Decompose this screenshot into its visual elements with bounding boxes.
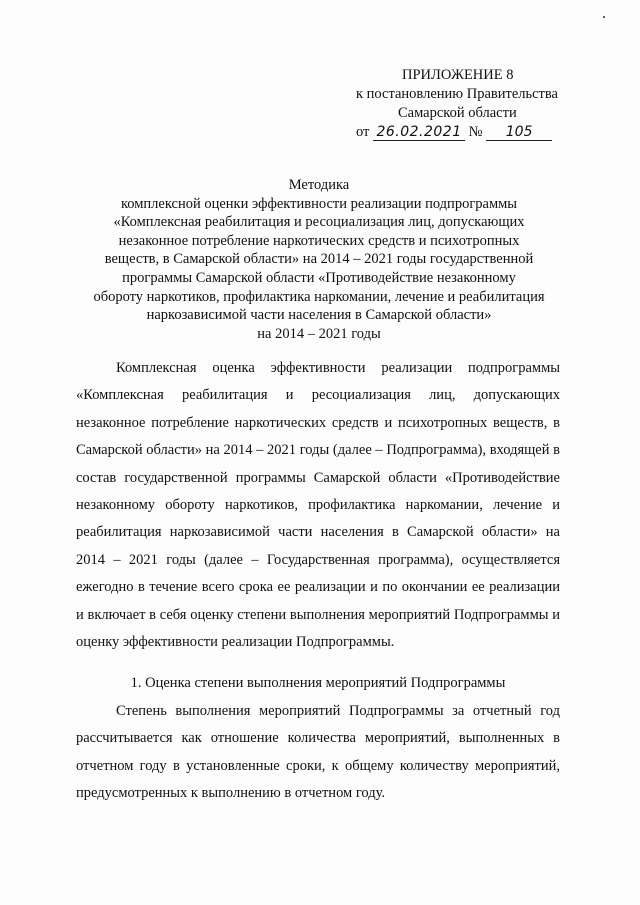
handwritten-number: 105 (486, 125, 552, 141)
appendix-resolution-ref: к постановлению Правительства (356, 86, 558, 102)
title-line: на 2014 – 2021 годы (257, 325, 381, 342)
number-label: № (468, 124, 483, 140)
date-prefix-label: от (356, 124, 370, 140)
appendix-date-number-line (340, 123, 560, 142)
title-line: веществ, в Самарской области» на 2014 – 2021 годы государственной (104, 251, 534, 268)
appendix-region: Самарской области (398, 105, 517, 121)
section-1-heading: 1. Оценка степени выполнения мероприятий Подпрограммы (130, 675, 506, 691)
handwritten-date: 26.02.2021 (373, 125, 465, 141)
scan-speck (603, 16, 605, 18)
title-line: комплексной оценки эффективности реализации подпрограммы (120, 195, 518, 212)
title-line: незаконное потребление наркотических средств и психотропных (118, 232, 520, 249)
appendix-title: ПРИЛОЖЕНИЕ 8 (402, 67, 514, 83)
intro-paragraph: Комплексная оценка эффективности реализации подпрограммы «Комплексная реабилитация и ресоциализация лиц, допускающих незаконное потребление наркотических средств и психотропных веществ, в Самарской области» на 2014 – 2021 годы (далее – Подпрограмма), входящей в состав государственной программы Самарской области «Противодействие незаконному обороту наркотиков, профилактика наркомании, лечение и реабилитация наркозависимой части населения в Самарской области» на 2014 – 2021 годы (далее – Государственная программа), осуществляется ежегодно в течение всего срока ее реализации и по окончании ее реализации и включает в себя оценку степени выполнения мероприятий Подпрограммы и оценку эффективности реализации Подпрограммы. (76, 360, 560, 651)
section-1-paragraph: Степень выполнения мероприятий Подпрограммы за отчетный год рассчитывается как отношение количества мероприятий, выполненных в отчетном году в установленные сроки, к общему количеству мероприятий, предусмотренных к выполнению в отчетном году. (76, 703, 560, 802)
title-line: наркозависимой части населения в Самарской области» (146, 307, 492, 324)
appendix-header (340, 66, 560, 142)
title-line: «Комплексная реабилитация и ресоциализация лиц, допускающих (113, 214, 525, 231)
title-line: Методика (288, 177, 350, 193)
title-line: программы Самарской области «Противодействие незаконному (122, 269, 516, 286)
section-1-body (76, 698, 560, 808)
title-line: обороту наркотиков, профилактика наркомании, лечение и реабилитация (93, 288, 545, 305)
intro-section (76, 355, 560, 656)
methodology-title (80, 176, 558, 343)
